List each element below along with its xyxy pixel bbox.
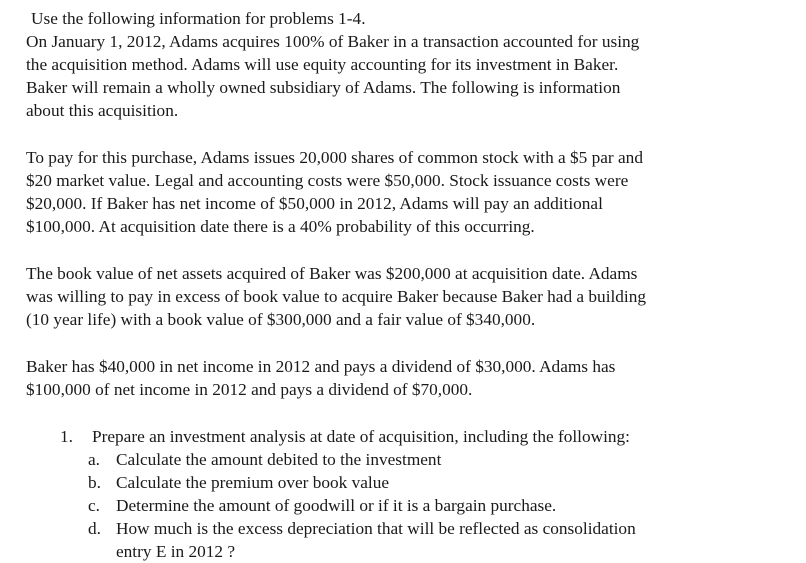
income-line: Baker has $40,000 in net income in 2012 and pays a dividend of $30,000. Adams has (26, 357, 616, 376)
payment-line: $100,000. At acquisition date there is a 40% probability of this occurring. (26, 217, 535, 236)
part-letter: b. (88, 473, 101, 492)
intro-paragraph (26, 7, 796, 122)
problem-document (26, 7, 796, 563)
payment-line: $20 market value. Legal and accounting costs were $50,000. Stock issuance costs were (26, 171, 629, 190)
paragraph-gap (26, 122, 796, 146)
part-text: Calculate the premium over book value (116, 473, 390, 492)
question-part-c (26, 494, 796, 517)
paragraph-gap (26, 238, 796, 262)
book-value-line: (10 year life) with a book value of $300,000 and a fair value of $340,000. (26, 310, 536, 329)
question-part-a (26, 448, 796, 471)
income-paragraph (26, 355, 796, 401)
payment-line: To pay for this purchase, Adams issues 20,000 shares of common stock with a $5 par and (26, 148, 643, 167)
part-text: Calculate the amount debited to the investment (116, 450, 442, 469)
part-letter: d. (88, 519, 101, 538)
book-value-line: The book value of net assets acquired of Baker was $200,000 at acquisition date. Adams (26, 264, 638, 283)
paragraph-gap (26, 401, 796, 425)
question-part-b (26, 471, 796, 494)
book-value-line: was willing to pay in excess of book value to acquire Baker because Baker had a building (26, 287, 647, 306)
question-part-d (26, 517, 796, 540)
part-letter: c. (88, 496, 100, 515)
question-1 (26, 425, 796, 448)
question-list (26, 425, 796, 563)
intro-line: the acquisition method. Adams will use equity accounting for its investment in Baker. (26, 55, 619, 74)
payment-paragraph (26, 146, 796, 238)
instructions-header: Use the following information for problems 1-4. (31, 9, 366, 28)
part-text: Determine the amount of goodwill or if it is a bargain purchase. (116, 496, 557, 515)
intro-line: Baker will remain a wholly owned subsidiary of Adams. The following is information (26, 78, 621, 97)
paragraph-gap (26, 331, 796, 355)
part-letter: a. (88, 450, 100, 469)
book-value-paragraph (26, 262, 796, 331)
payment-line: $20,000. If Baker has net income of $50,000 in 2012, Adams will pay an additional (26, 194, 603, 213)
intro-line: On January 1, 2012, Adams acquires 100% of Baker in a transaction accounted for using (26, 32, 640, 51)
question-part-d-continuation (26, 540, 796, 563)
part-text: How much is the excess depreciation that will be reflected as consolidation (116, 519, 636, 538)
part-text: entry E in 2012 ? (116, 542, 236, 561)
income-line: $100,000 of net income in 2012 and pays a dividend of $70,000. (26, 380, 473, 399)
intro-line: about this acquisition. (26, 101, 179, 120)
question-text: Prepare an investment analysis at date of acquisition, including the following: (92, 427, 630, 446)
question-number: 1. (60, 427, 73, 446)
